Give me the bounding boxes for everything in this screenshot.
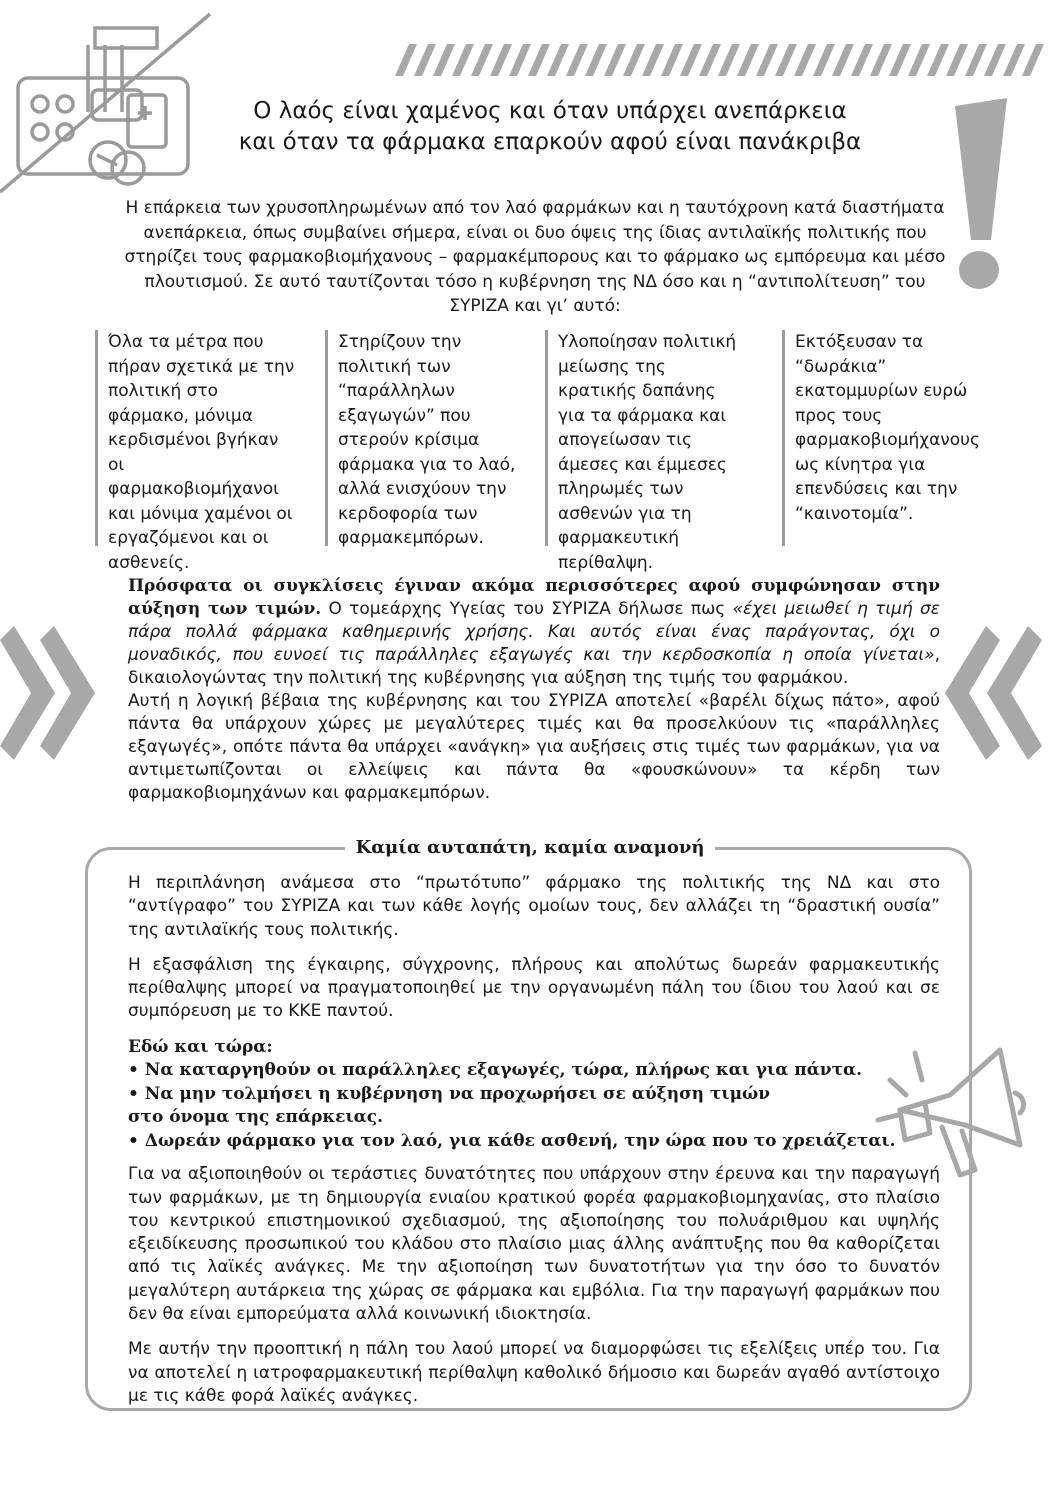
stripe (604, 44, 626, 76)
box-paragraph-1: Η περιπλάνηση ανάμεσα στο “πρωτότυπο” φάρμακο της πολιτικής της ΝΔ και στο “αντίγραφο” του ΣΥΡΙΖΑ και των κάθε λογής ομοίων τους, δεν αλλάζει τη “δραστική ουσία” της αντιλαϊκής τους πολιτικής. (128, 873, 940, 940)
box-paragraph-3: Για να αξιοποιηθούν οι τεράστιες δυνατότητες που υπάρχουν στην έρευνα και την παραγωγή των φαρμάκων, με τη δημιουργία ενιαίου κρατικού φορέα φαρμακοβιομηχανίας, στο πλαίσιο του κεντρικού επιστημονικού σχεδιασμού, της αξιοποίησης του πολυάριθμου και υψηλής εξειδίκευσης προσωπικού του κλάδου στο πλαίσιο μιας άλλης ανάπτυξης που θα καθορίζεται από τις λαϊκές ανάγκες. Με την αξιοποίηση των δυνατοτήτων για την όσο το δυνατόν μεγαλύτερη αυτάρκεια της χώρας σε φάρμακα και εμβόλια. Για την παραγωγή φαρμάκων που δεν θα είναι εμπορεύματα αλλά κοινωνική ιδιοκτησία. (128, 1164, 940, 1325)
article-paragraph-2: Αυτή η λογική βέβαια της κυβέρνησης και του ΣΥΡΙΖΑ αποτελεί «βαρέλι δίχως πάτο», αφού πάντα θα υπάρχουν χώρες με μεγαλύτερες τιμές και θα προσελκύουν τις «παράλληλες εξαγωγές», οπότε πάντα θα υπάρχει «ανάγκη» για αυξήσεις στις τιμές των φαρμάκων, για να αντιμετωπίζονται οι ελλείψεις και πάντα θα «φουσκώνουν» τα κέρδη των φαρμακοβιομηχάνων και φαρμακεμπόρων. (128, 691, 940, 803)
stripe (509, 44, 531, 76)
stripe (794, 44, 816, 76)
column-3: Υλοποίησαν πολιτική μείωσης της κρατικής δαπάνης για τα φάρμακα και απογείωσαν τις άμεσες και έμμεσες πληρωμές των ασθενών για τη φαρμακευτική περίθαλψη. (545, 330, 746, 546)
bold-lead: Πρόσφατα οι συγκλίσεις έγιναν ακόμα περισσότερες αφού συμφώνησαν στην αύξηση των τιμών. (128, 576, 940, 619)
stripe (946, 44, 968, 76)
stripe (889, 44, 911, 76)
title-line-2: και όταν τα φάρμακα επαρκούν αφού είναι πανάκριβα (238, 129, 862, 155)
stripe (452, 44, 474, 76)
column-2: Στηρίζουν την πολιτική των “παράλληλων εξαγωγών” που στερούν κρίσιμα φάρμακα για το λαό, αλλά ενισχύουν την κερδοφορία των φαρμακεμπόρων. (325, 330, 526, 546)
stripe (680, 44, 702, 76)
demand-item: • Να καταργηθούν οι παράλληλες εξαγωγές, τώρα, πλήρως και για πάντα. (128, 1060, 863, 1081)
quote: «έχει μειωθεί η τιμή σε πάρα πολλά φάρμακα καθημερινής χρήσης. Και αυτός είναι ένας παράγοντας, όχι ο μοναδικός, που ευνοεί τις παράλληλες εξαγωγές και την κερδοσκοπία η οποία γίνεται» (128, 599, 940, 665)
demand-item: • Δωρεάν φάρμακο για τον λαό, για κάθε ασθενή, την ώρα που το χρειάζεται. (128, 1130, 896, 1151)
stripe (832, 44, 854, 76)
decorative-stripes (395, 44, 1055, 76)
stripe (566, 44, 588, 76)
stripe (1003, 44, 1025, 76)
stripe (547, 44, 569, 76)
title-line-1: Ο λαός είναι χαμένος και όταν υπάρχει ανεπάρκεια (253, 98, 847, 124)
stripe (1022, 44, 1044, 76)
stripe (414, 44, 436, 76)
stripe (433, 44, 455, 76)
stripe (623, 44, 645, 76)
stripe (585, 44, 607, 76)
box-content (128, 872, 940, 1420)
stripe (927, 44, 949, 76)
stripe (984, 44, 1006, 76)
stripe (718, 44, 740, 76)
demand-item: • Να μην τολμήσει η κυβέρνηση να προχωρήσει σε αύξηση τιμών (128, 1083, 770, 1104)
demands-list (128, 1036, 940, 1154)
stripe (965, 44, 987, 76)
article-text-b: , δικαιολογώντας την πολιτική της κυβέρνησης για αύξηση της τιμής του φαρμάκου. (128, 645, 940, 688)
box-title: Καμία αυταπάτη, καμία αναμονή (345, 834, 715, 862)
column-1: Όλα τα μέτρα που πήραν σχετικά με την πολιτική στο φάρμακο, μόνιμα κερδισμένοι βγήκαν οι φαρμακοβιομήχανοι και μόνιμα χαμένοι οι εργαζόμενοι και οι ασθενείς. (95, 330, 296, 546)
box-paragraph-4: Με αυτήν την προοπτική η πάλη του λαού μπορεί να διαμορφώσει τις εξελίξεις υπέρ του. Για να αποτελεί η ιατροφαρμακευτική περίθαλψη καθολικό δήμοσιο και δωρεάν αγαθό αντίστοιχο με τις κάθε φορά λαϊκές ανάγκες. (128, 1339, 940, 1406)
page-title (160, 96, 940, 158)
double-chevron-left-icon (940, 618, 1060, 768)
double-chevron-right-icon (0, 618, 100, 768)
article-paragraph-1 (128, 575, 940, 690)
box-paragraph-2: Η εξασφάλιση της έγκαιρης, σύγχρονης, πλήρους και απολύτως δωρεάν φαρμακευτικής περίθαλψης μπορεί να πραγματοποιηθεί με την οργανωμένη πάλη του ίδιου του λαού και σε συμπόρευση με το ΚΚΕ παντού. (128, 954, 940, 1022)
exclamation-icon (945, 98, 1020, 298)
stripe (699, 44, 721, 76)
demands-heading: Εδώ και τώρα: (128, 1036, 273, 1057)
stripe (737, 44, 759, 76)
stripe (870, 44, 892, 76)
stripe (642, 44, 664, 76)
column-4: Εκτόξευσαν τα “δωράκια” εκατομμυρίων ευρώ προς τους φαρμακοβιομήχανους ως κίνητρα για επενδύσεις και την “καινοτομία”. (782, 330, 983, 546)
stripe (756, 44, 778, 76)
stripe (813, 44, 835, 76)
stripe (908, 44, 930, 76)
stripe (775, 44, 797, 76)
intro-paragraph: Η επάρκεια των χρυσοπληρωμένων από τον λαό φαρμάκων και η ταυτόχρονη κατά διαστήματα ανεπάρκεια, όπως συμβαίνει σήμερα, είναι οι δυο όψεις της ίδιας αντιλαϊκής πολιτικής που στηρίζει τους φαρμακοβιομήχανους – φαρμακέμπορους και το φάρμακο ως εμπόρευμα και μέσο πλουτισμού. Σε αυτό ταυτίζονται τόσο η κυβέρνηση της ΝΔ όσο και η “αντιπολίτευση” του ΣΥΡΙΖΑ και γι’ αυτό: (124, 198, 946, 316)
article-section (128, 575, 940, 805)
stripe (490, 44, 512, 76)
stripe (528, 44, 550, 76)
stripe (851, 44, 873, 76)
article-text-a: Ο τομεάρχης Υγείας του ΣΥΡΙΖΑ δήλωσε πως (321, 599, 733, 619)
stripe (395, 44, 417, 76)
demand-item: στο όνομα της επάρκειας. (128, 1107, 384, 1128)
stripe (661, 44, 683, 76)
stripe (471, 44, 493, 76)
